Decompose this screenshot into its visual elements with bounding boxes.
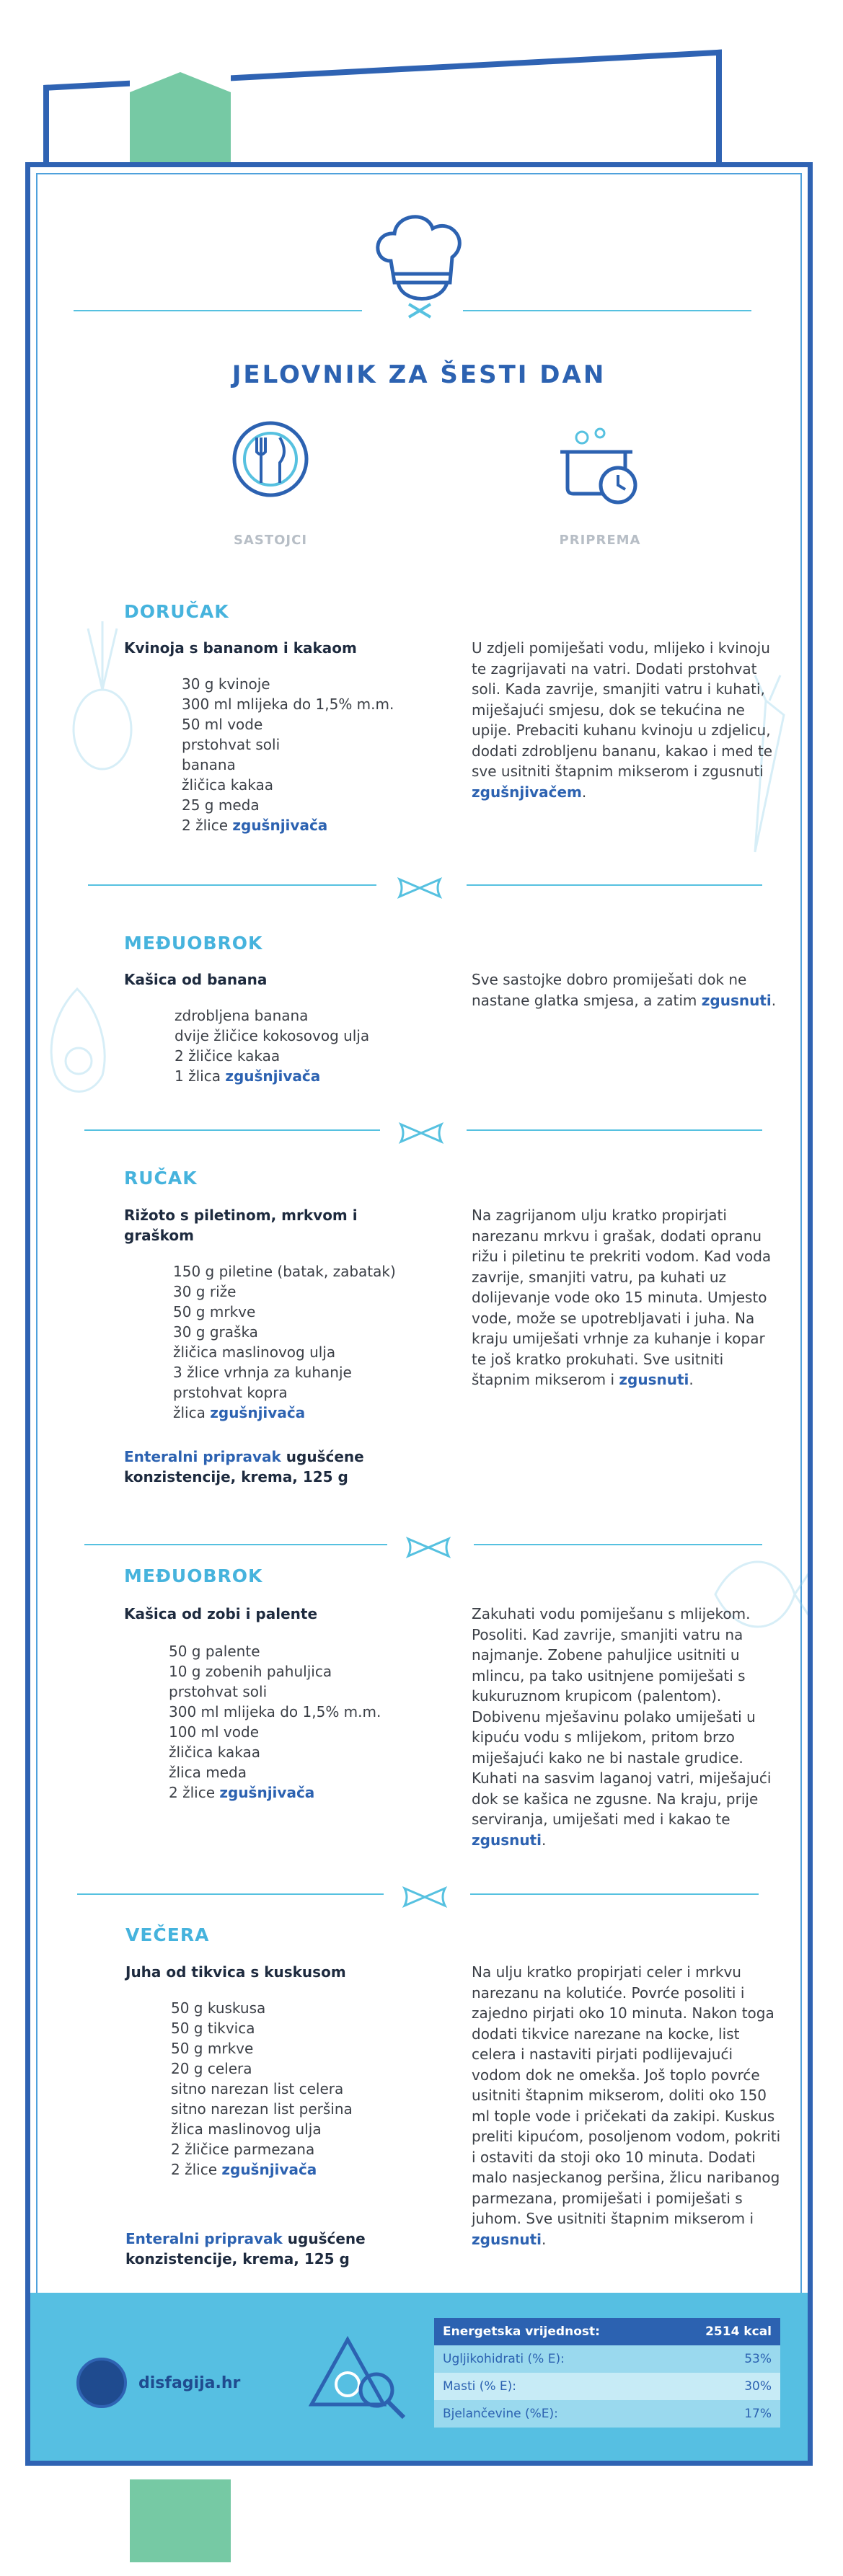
nutrient-label: Bjelančevine (%E): [434,2400,668,2428]
apple-triangle-magnifier-icon [304,2332,412,2426]
enteral-supplement-note [124,1447,427,1487]
ingredient-item: banana [182,756,236,773]
section-divider-left [77,1893,384,1895]
ingredient-list [182,674,394,835]
bookmark-ribbon-bottom [130,2479,231,2562]
ingredient-item: prstohvat soli [182,736,281,753]
ingredient-item: 1 žlica zgušnjivača [175,1067,321,1085]
bow-divider-icon [397,877,443,899]
header-divider-right [463,310,751,311]
ingredient-list [173,1261,396,1423]
ingredient-item: žličica kakaa [182,776,274,794]
thicken-highlight: zgusnuti [701,991,772,1009]
ingredient-item: 2 žlice zgušnjivača [182,817,328,834]
dish-title: Kašica od banana [124,971,268,988]
nutrient-row [434,2373,780,2400]
thicken-highlight: zgusnuti [472,1831,542,1849]
section-divider-left [84,1544,387,1545]
chef-hat-icon [369,210,470,319]
ingredient-item: 10 g zobenih pahuljica [169,1663,332,1680]
avocado-decor-icon [41,982,113,1097]
thickener-highlight: zgušnjivača [221,2161,317,2178]
thickener-highlight: zgušnjivača [219,1784,315,1801]
ingredient-item: 50 g tikvica [171,2020,255,2037]
section-divider-left [88,884,376,886]
header-divider-left [74,310,362,311]
ingredient-item: žličica maslinovog ulja [173,1343,336,1361]
thickener-highlight: zgušnjivača [225,1067,321,1085]
ingredient-item: zdrobljena banana [175,1007,309,1024]
thicken-highlight: zgusnuti [619,1371,689,1388]
method-text: Na ulju kratko propirjati celer i mrkvu narezanu na kolutiće. Povrće posoliti i zajedno pirjati oko 10 minuta. Nakon toga dodati tikvice narezane na kocke, list celera i nastaviti pirjati podlijevajući vodom dok ne omekša. Još toplo povrće usitniti štapnim mikserom, doliti oko 150 ml tople vode i pričekati da zakipi. Kuskus preliti kipućom, posoljenom vodom, pokriti i ostaviti da stoji oko 10 minuta. Dodati malo nasjeckanog peršina, žlicu naribanog parmezana, promiješati i pomiješati s juhom. Sve usitniti štapnim mikserom i zgusnuti. [472,1963,781,2248]
section-divider-right [470,1893,759,1895]
section-divider-right [467,884,762,886]
meal-heading-breakfast: DORUČAK [124,601,229,622]
bow-divider-icon [398,1122,444,1144]
section-divider-right [474,1544,762,1545]
ingredient-item: žlica meda [169,1764,247,1781]
column-label-preparation: PRIPREMA [559,533,641,548]
ingredient-list [171,1998,353,2180]
ingredient-item: 2 žlice zgušnjivača [171,2161,317,2178]
site-logo-text[interactable]: disfagija.hr [138,2374,241,2392]
ingredient-item: 2 žlice zgušnjivača [169,1784,315,1801]
bow-divider-icon [405,1537,451,1558]
section-divider-left [84,1129,380,1131]
dish-title: Juha od tikvica s kuskusom [125,1963,346,1981]
energy-total-row [434,2318,780,2345]
meal-heading-lunch: RUČAK [124,1168,198,1189]
ingredient-item: 50 ml vode [182,716,263,733]
nutrient-value: 53% [668,2345,781,2373]
nutrient-value: 30% [668,2373,781,2400]
ingredient-item: 150 g piletine (batak, zabatak) [173,1263,396,1280]
enteral-supplement-note [125,2229,428,2269]
page-title: JELOVNIK ZA ŠESTI DAN [231,360,606,389]
bow-divider-icon [402,1886,448,1908]
ingredient-item: 2 žličice kakaa [175,1047,281,1065]
ingredient-item: 300 ml mlijeka do 1,5% m.m. [182,696,394,713]
ingredient-item: sitno narezan list celera [171,2080,344,2097]
cooking-pot-icon [553,416,647,510]
method-text: Na zagrijanom ulju kratko propirjati narezanu mrkvu i grašak, dodati opranu rižu i piletinu te prekriti vodom. Kad voda zavrije, smanjiti vatru, pa kuhati uz dolijevanje vode oko 15 minuta. Umjesto vode, može se upotrebljavati i juha. Na kraju umiješati vrhnje za kuhanje i kopar te još kratko prokuhati. Sve usitniti štapnim mikserom i zgusnuti. [472,1207,772,1388]
ingredient-list [175,1005,369,1086]
method-text: Zakuhati vodu pomiješanu s mlijekom. Posoliti. Kad zavrije, smanjiti vatru na najmanje. Zobene pahuljice usitniti u mlincu, pa tako usitnjene pomiješati s kukuruznom krupicom (palentom). Dobivenu mješavinu polako umiješati u kipuću vodu s mlijekom, pritom brzo miješajući kako ne bi nastale grudice. Kuhati na sasvim laganoj vatri, miješajući dok se kašica ne zgusne. Na kraju, prije serviranja, umiješati med i kakao te zgusnuti. [472,1605,772,1849]
ingredient-item: žličica kakaa [169,1744,261,1761]
meal-heading-dinner: VEČERA [125,1924,210,1945]
energy-table [434,2318,780,2428]
enteral-description: ugušćene konzistencije, krema, 125 g [124,1448,364,1485]
ingredient-item: 2 žličice parmezana [171,2141,315,2158]
meal-heading-snack: MEĐUOBROK [124,933,263,954]
menu-card [25,162,813,2466]
nutrient-row [434,2345,780,2373]
ingredient-item: 20 g celera [171,2060,252,2077]
dish-title: Rižoto s piletinom, mrkvom i graškom [124,1207,358,1244]
disfagija-logo-icon [76,2358,127,2408]
enteral-highlight: Enteralni pripravak [124,1448,281,1465]
ingredient-list [169,1641,381,1803]
ingredient-item: 100 ml vode [169,1723,259,1741]
ingredient-item: 25 g meda [182,796,260,814]
nutrient-value: 17% [668,2400,781,2428]
ingredient-item: žlica maslinovog ulja [171,2120,322,2138]
energy-label: Energetska vrijednost: [434,2318,668,2345]
enteral-highlight: Enteralni pripravak [125,2230,283,2247]
enteral-description: ugušćene konzistencije, krema, 125 g [125,2230,366,2268]
ingredient-item: 50 g mrkve [173,1303,256,1320]
plate-cutlery-icon [231,419,310,499]
section-divider-right [467,1129,762,1131]
thickener-highlight: zgušnjivača [210,1404,306,1421]
ingredient-item: 30 g riže [173,1283,237,1300]
dish-title: Kvinoja s bananom i kakaom [124,639,357,657]
column-label-ingredients: SASTOJCI [233,533,308,548]
thicken-highlight: zgusnuti [472,2230,542,2248]
ingredient-item: 30 g kvinoje [182,675,270,693]
thickener-highlight: zgušnjivača [232,817,328,834]
ingredient-item: prstohvat soli [169,1683,268,1700]
ingredient-item: 50 g palente [169,1643,260,1660]
ingredient-item: 50 g mrkve [171,2040,254,2057]
ingredient-item: žlica zgušnjivača [173,1404,306,1421]
nutrient-label: Ugljikohidrati (% E): [434,2345,668,2373]
ingredient-item: 30 g graška [173,1323,258,1341]
ingredient-item: prstohvat kopra [173,1384,288,1401]
thicken-highlight: zgušnjivačem [472,783,582,801]
footer-band [30,2293,808,2461]
nutrient-row [434,2400,780,2428]
method-text: Sve sastojke dobro promiješati dok ne nastane glatka smjesa, a zatim zgusnuti. [472,971,777,1009]
ingredient-item: sitno narezan list peršina [171,2100,353,2118]
ingredient-item: 300 ml mlijeka do 1,5% m.m. [169,1703,381,1720]
ingredient-item: 3 žlice vrhnja za kuhanje [173,1364,352,1381]
energy-value: 2514 kcal [668,2318,781,2345]
ingredient-item: 50 g kuskusa [171,1999,266,2017]
nutrient-label: Masti (% E): [434,2373,668,2400]
method-text: U zdjeli pomiješati vodu, mlijeko i kvinoju te zagrijavati na vatri. Dodati prstohvat soli. Kada zavrije, smanjiti vatru i kuhati, miješajući smjesu, dok se tekućina ne upije. Prebaciti kuhanu kvinoju u zdjelicu, dodati zdrobljenu bananu, kakao i med te sve usitniti štapnim mikserom i zgusnuti zgušnjivačem. [472,639,773,801]
ingredient-item: dvije žličice kokosovog ulja [175,1027,370,1044]
meal-heading-snack: MEĐUOBROK [124,1565,263,1586]
dish-title: Kašica od zobi i palente [124,1605,318,1622]
